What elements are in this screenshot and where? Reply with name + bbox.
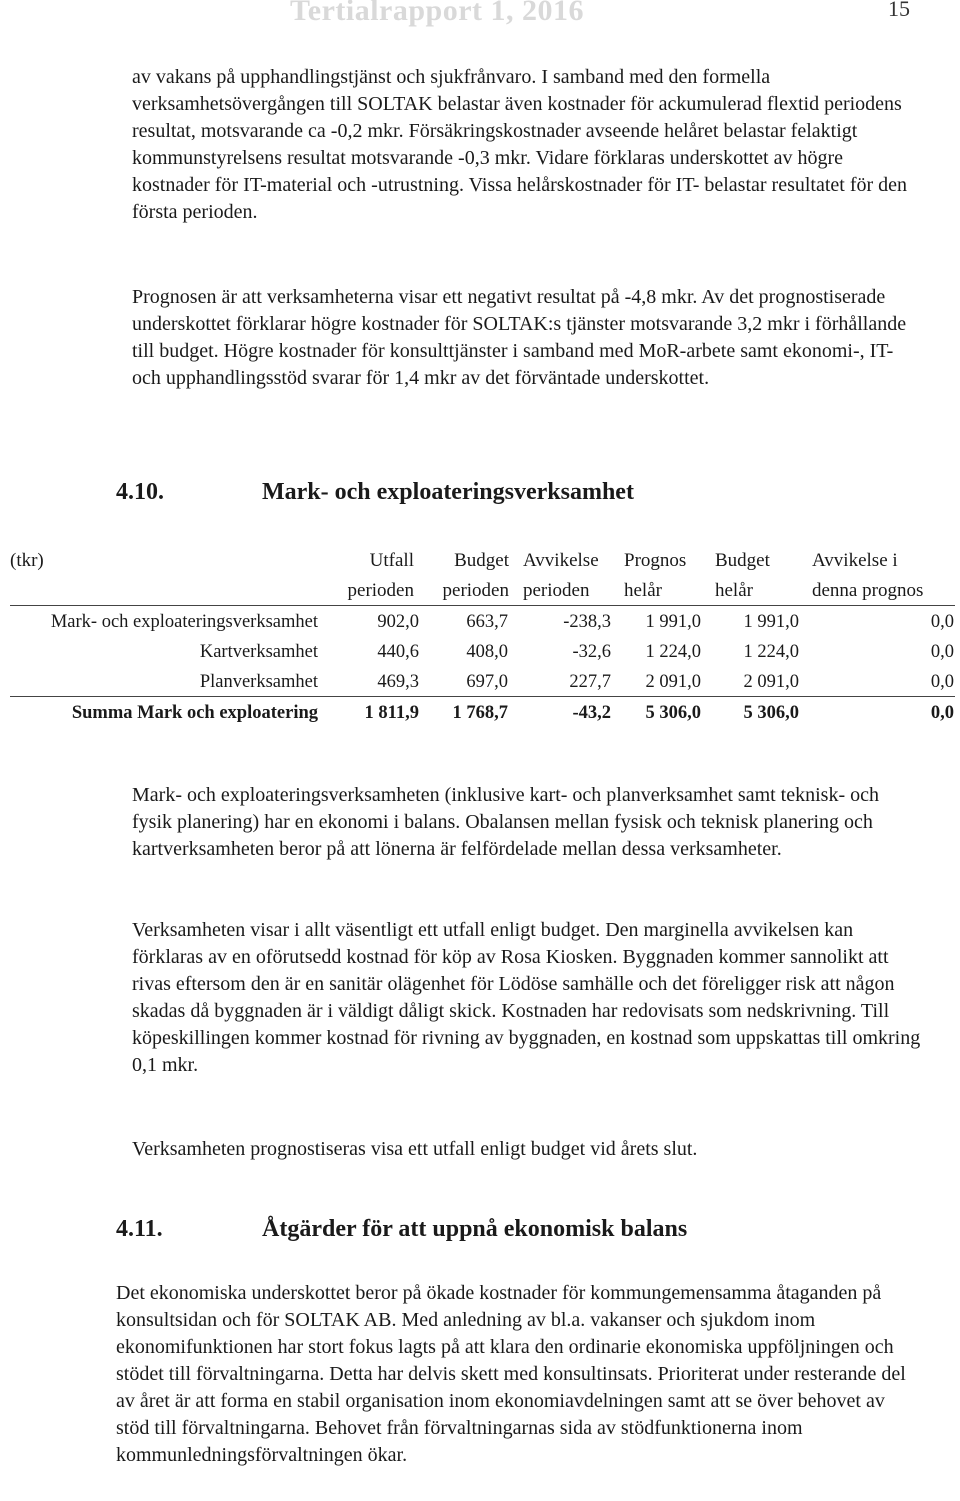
col-header-2-line1: Budget — [454, 550, 509, 571]
table-cell: 1 224,0 — [645, 642, 701, 662]
col-header-3-line1: Avvikelse — [523, 550, 599, 571]
table-cell: 0,0 — [930, 672, 954, 692]
col-header-5-line1: Budget — [715, 550, 770, 571]
table-cell: 1 224,0 — [743, 642, 799, 662]
col-header-6-line2: denna prognos — [812, 580, 924, 601]
table-cell: 663,7 — [466, 612, 508, 632]
table-cell: 227,7 — [569, 672, 611, 692]
table-cell: 469,3 — [377, 672, 419, 692]
table-unit-label: (tkr) — [10, 550, 44, 571]
table-total-cell: 0,0 — [930, 703, 954, 723]
table-total-cell: 1 811,9 — [364, 703, 419, 723]
col-header-4-line1: Prognos — [624, 550, 687, 571]
table-cell: 440,6 — [377, 642, 419, 662]
section-411-paragraph: Det ekonomiska underskottet beror på ökade kostnader för kommungemensamma åtaganden på konsultsidan och för SOLTAK AB. Med anledning av bl.a. vakanser och sjukdom inom ekonomifunktionen har stort fokus lagts på att klara den ordinarie ekonomiska uppföljningen och stödet till förvaltningarna. Detta har delvis skett med konsultinsats. Prioriterat under resterande del av året är att forma en stabil organisation inom ekonomiavdelningen samt att se över behovet av stöd till förvaltningarna. Behovet från förvaltningarnas sida av stödfunktionerna inom kommunledningsförvaltningen ökar. — [116, 1282, 906, 1466]
intro-paragraph-2: Prognosen är att verksamheterna visar ett negativt resultat på -4,8 mkr. Av det prognostiserade underskottet förklarar högre kostnader för SOLTAK:s tjänster motsvarande 3,2 mkr i förhållande till budget. Högre kostnader för konsulttjänster i samband med MoR-arbete samt ekonomi-, IT- och upphandlingsstöd svarar för 1,4 mkr av det förväntade underskottet. — [132, 286, 907, 389]
table-row-label: Planverksamhet — [199, 672, 318, 692]
table-cell: 0,0 — [930, 642, 954, 662]
intro-paragraph-1: av vakans på upphandlingstjänst och sjukfrånvaro. I samband med den formella verksamhetsövergången till SOLTAK belastar även kostnader för ackumulerad flextid periodens resultat, motsvarande ca -0,2 mkr. Försäkringskostnader avseende helåret belastar felaktigt kommunstyrelsens resultat motsvarande -0,3 mkr. Vidare förklaras underskottet av högre kostnader för IT-material och -utrustning. Vissa helårskostnader för IT- belastar resultatet för den första perioden. — [132, 66, 908, 223]
table-cell: -32,6 — [572, 642, 611, 662]
table-cell: 902,0 — [377, 612, 419, 632]
col-header-3-line2: perioden — [523, 580, 590, 601]
section-410-paragraph-3: Verksamheten prognostiseras visa ett utfall enligt budget vid årets slut. — [132, 1138, 698, 1160]
running-header-title: Tertialrapport 1, 2016 — [290, 0, 585, 27]
table-total-rule — [10, 696, 955, 697]
col-header-1-line1: Utfall — [369, 550, 414, 571]
table-total-label: Summa Mark och exploatering — [71, 703, 318, 723]
page-number: 15 — [888, 0, 910, 21]
table-total-cell: 1 768,7 — [452, 703, 508, 723]
table-cell: 1 991,0 — [645, 612, 701, 632]
section-410-paragraph-2: Verksamheten visar i allt väsentligt ett utfall enligt budget. Den marginella avvikelsen kan förklaras av en oförutsedd kostnad för köp av Rosa Kiosken. Byggnaden kommer sannolikt att rivas eftersom den är en sanitär olägenhet för Lödöse samhälle och det föreligger risk att någon skadas då byggnaden är i väldigt dåligt skick. Kostnaden har redovisats som nedskrivning. Till köpeskillingen kommer kostnad för rivning av byggnaden, en kostnad som uppskattas till omkring 0,1 mkr. — [132, 919, 921, 1076]
col-header-2-line2: perioden — [442, 580, 509, 601]
col-header-6-line1: Avvikelse i — [812, 550, 898, 571]
table-cell: 1 991,0 — [743, 612, 799, 632]
table-header-rule — [10, 605, 955, 606]
table-row-label: Kartverksamhet — [199, 642, 318, 662]
section-411-number: 4.11. — [116, 1216, 163, 1242]
table-total-cell: -43,2 — [572, 703, 611, 723]
table-total-cell: 5 306,0 — [645, 703, 701, 723]
col-header-1-line2: perioden — [347, 580, 414, 601]
section-410-number: 4.10. — [116, 479, 164, 505]
table-cell: 2 091,0 — [645, 672, 701, 692]
col-header-4-line2: helår — [624, 580, 662, 601]
section-410-paragraph-1: Mark- och exploateringsverksamheten (inklusive kart- och planverksamhet samt teknisk- och fysik planering) har en ekonomi i balans. Obalansen mellan fysisk och teknisk planering och kartverksamheten beror på att lönerna är felfördelade mellan dessa verksamheter. — [132, 784, 879, 860]
table-row-label: Mark- och exploateringsverksamhet — [50, 612, 318, 632]
section-410-title: Mark- och exploateringsverksamhet — [262, 479, 634, 505]
table-cell: 697,0 — [466, 672, 508, 692]
table-cell: -238,3 — [563, 612, 611, 632]
col-header-5-line2: helår — [715, 580, 753, 601]
table-cell: 2 091,0 — [743, 672, 799, 692]
table-cell: 408,0 — [466, 642, 508, 662]
section-411-title: Åtgärder för att uppnå ekonomisk balans — [262, 1216, 688, 1242]
table-total-cell: 5 306,0 — [743, 703, 799, 723]
table-cell: 0,0 — [930, 612, 954, 632]
